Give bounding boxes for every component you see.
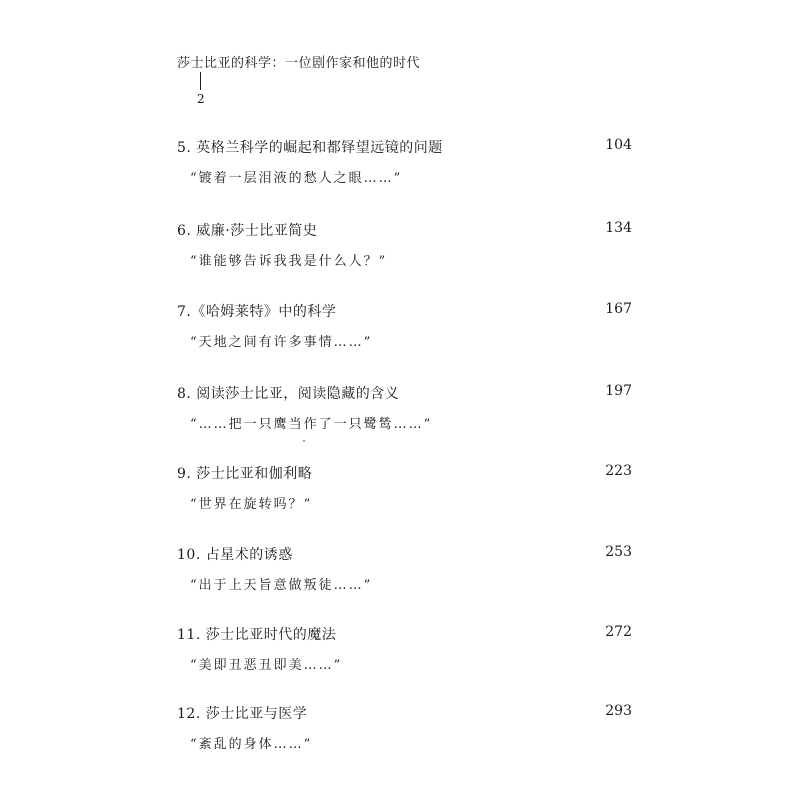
toc-title-row [177,463,632,483]
toc-page-number: 253 [605,544,632,560]
toc-title: 7.《哈姆莱特》中的科学 [177,304,337,320]
page-number: 2 [197,92,205,106]
toc-title: 9. 莎士比亚和伽利略 [177,466,313,482]
toc-page-number: 197 [605,383,632,399]
toc-quote: “紊乱的身体……” [190,737,313,752]
toc-title-row [177,137,632,157]
toc-page-number: 167 [605,301,632,317]
toc-entry [177,383,632,432]
toc-title-row [177,544,632,564]
toc-title: 5. 英格兰科学的崛起和都铎望远镜的问题 [177,140,443,156]
toc-title: 12. 莎士比亚与医学 [177,706,308,722]
toc-quote: “镀着一层泪液的愁人之眼……” [190,171,403,186]
toc-page-number: 293 [605,703,632,719]
toc-page-number: 272 [605,624,632,640]
toc-entry [177,544,632,593]
toc-quote: “出于上天旨意做叛徒……” [190,578,373,593]
toc-entry [177,220,632,269]
toc-title-row [177,383,632,403]
running-head: 莎士比亚的科学：一位剧作家和他的时代 [177,56,421,71]
toc-quote: “美即丑恶丑即美……” [190,658,343,673]
toc-entry [177,624,632,673]
header-rule [200,72,201,90]
toc-title-row [177,703,632,723]
toc-title: 11. 莎士比亚时代的魔法 [177,627,337,643]
toc-entry [177,301,632,350]
toc-title: 6. 威廉·莎士比亚简史 [177,223,318,239]
toc-quote: “世界在旋转吗？” [190,497,313,512]
toc-title-row [177,220,632,240]
toc-page-number: 104 [605,137,632,153]
toc-quote: “……把一只鹰当作了一只鹭鸶……” [190,417,433,432]
toc-quote: “天地之间有许多事情……” [190,335,373,350]
toc-title-row [177,301,632,321]
toc-title: 10. 占星术的诱惑 [177,547,293,563]
toc-entry [177,137,632,186]
toc-page-number: 134 [605,220,632,236]
toc-quote: “谁能够告诉我我是什么人？” [190,254,388,269]
scan-speck [303,440,305,442]
toc-title-row [177,624,632,644]
toc-page-number: 223 [605,463,632,479]
toc-entry [177,703,632,752]
toc-title: 8. 阅读莎士比亚，阅读隐藏的含义 [177,386,400,402]
toc-entry [177,463,632,512]
